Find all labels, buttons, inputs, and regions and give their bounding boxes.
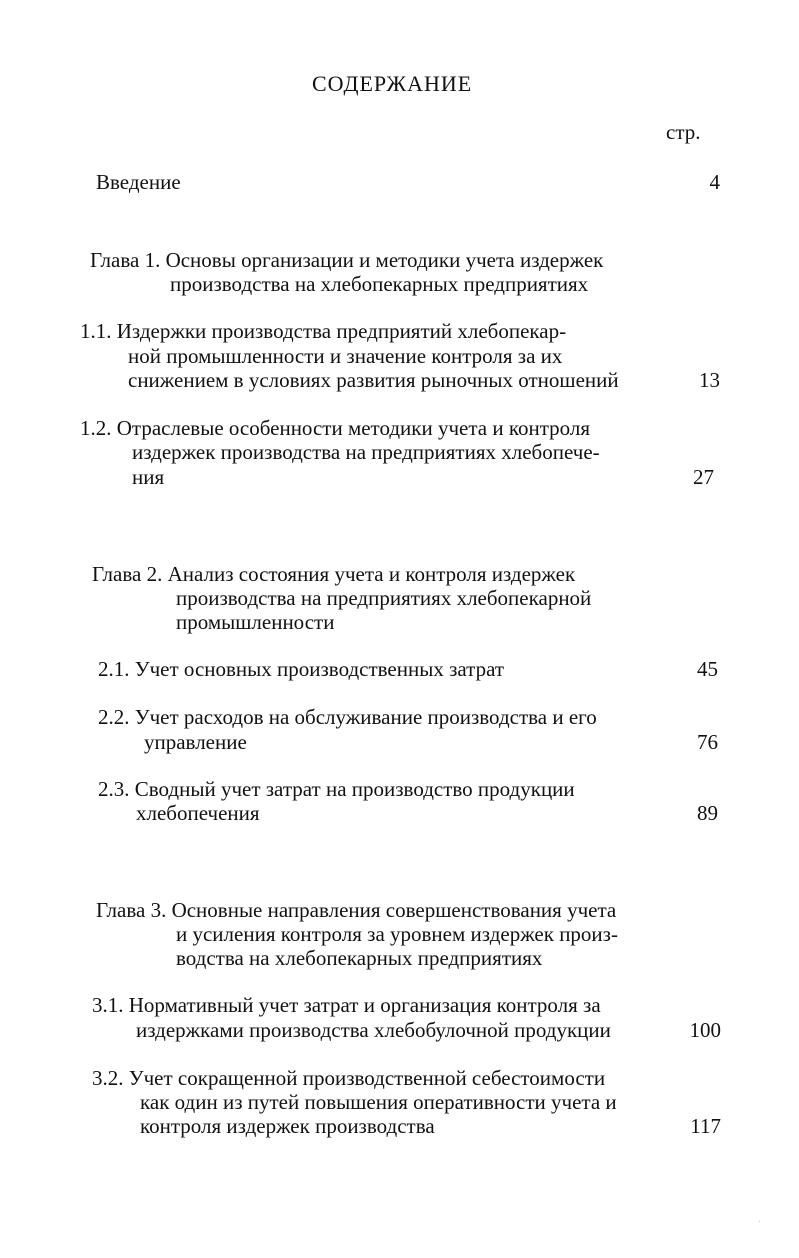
section-text: ной промышленности и значение контроля за их [128,344,563,368]
toc-entry-page: 4 [709,170,720,194]
section-text: 1.1. Издержки производства предприятий хлебопекар- [80,319,567,343]
section-text: ния [132,465,165,489]
section-text: 3.1. Нормативный учет затрат и организация контроля за [92,993,601,1017]
section-text: 2.3. Сводный учет затрат на производство продукции [98,777,575,801]
chapter-heading: производства на предприятиях хлебопекарной [176,586,592,610]
section-page: 13 [699,368,720,392]
chapter-heading: Глава 2. Анализ состояния учета и контроля издержек [92,562,576,586]
section-page: 117 [690,1114,721,1138]
section-text: 2.2. Учет расходов на обслуживание производства и его [98,705,597,729]
section-text: 1.2. Отраслевые особенности методики учета и контроля [80,416,591,440]
page-column-label: стр. [666,120,701,144]
chapter-heading: Глава 1. Основы организации и методики учета издержек [90,248,604,272]
toc-entry-text: Введение [96,170,181,194]
chapter-heading: и усиления контроля за уровнем издержек произ- [176,922,618,946]
section-text: как один из путей повышения оперативности учета и [140,1090,617,1114]
section-page: 100 [689,1018,721,1042]
section-page: 89 [697,801,718,825]
section-text: контроля издержек производства [140,1114,435,1138]
section-text: 2.1. Учет основных производственных затрат [98,657,505,681]
section-page: 76 [697,730,718,754]
chapter-heading: производства на хлебопекарных предприятиях [170,272,589,296]
section-page: 27 [693,465,714,489]
section-text: снижением в условиях развития рыночных отношений [128,368,619,392]
section-text: управление [144,730,247,754]
section-text: издержками производства хлебобулочной продукции [136,1018,611,1042]
chapter-heading: Глава 3. Основные направления совершенствования учета [96,898,617,922]
chapter-heading: промышленности [176,610,335,634]
section-text: хлебопечения [136,801,260,825]
section-text: 3.2. Учет сокращенной производственной себестоимости [92,1066,606,1090]
page-title: СОДЕРЖАНИЕ [312,71,473,96]
section-page: 45 [697,657,718,681]
scan-mark: · [758,1217,762,1228]
chapter-heading: водства на хлебопекарных предприятиях [176,946,543,970]
section-text: издержек производства на предприятиях хлебопече- [132,440,600,464]
